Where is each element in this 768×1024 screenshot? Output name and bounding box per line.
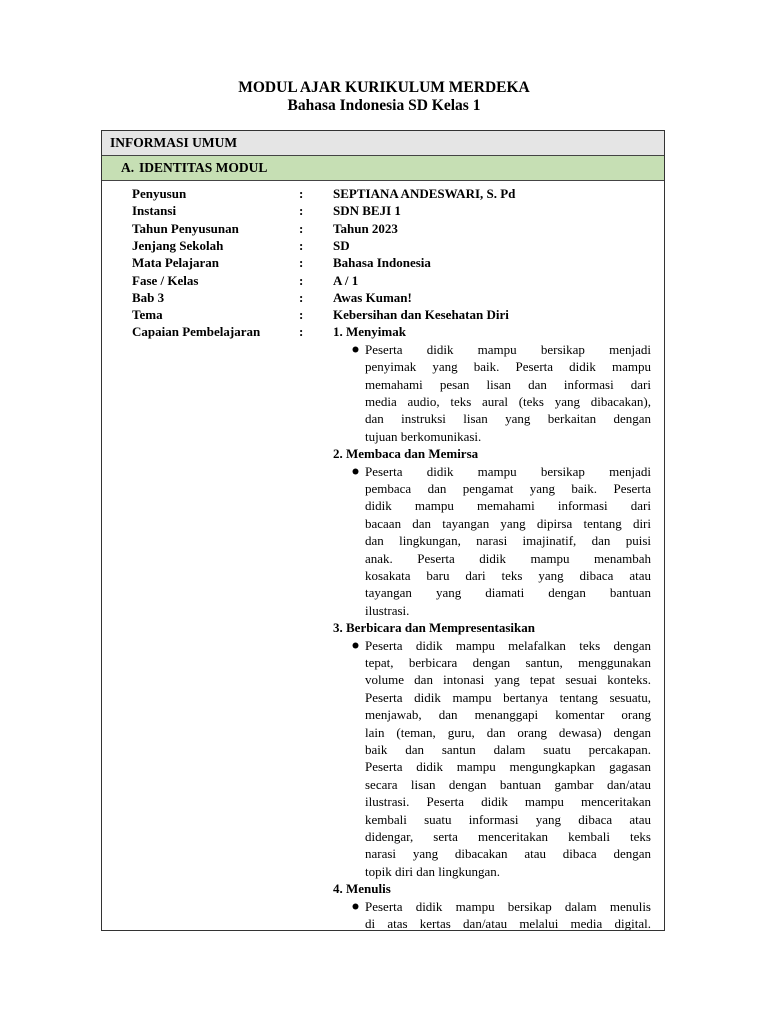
paragraph-line: volume dan intonasi yang tepat sesuai konteks. (365, 672, 651, 688)
document-title-block (0, 79, 768, 115)
identity-value: SEPTIANA ANDESWARI, S. Pd (333, 186, 516, 201)
identity-value: Kebersihan dan Kesehatan Diri (333, 307, 509, 323)
capaian-section-title: 1. Menyimak (333, 324, 406, 340)
identity-value: Bahasa Indonesia (333, 255, 431, 271)
document-subtitle: Bahasa Indonesia SD Kelas 1 (287, 97, 481, 114)
capaian-paragraph (365, 341, 651, 445)
module-identity-title: IDENTITAS MODUL (139, 160, 268, 175)
paragraph-line: Peserta didik mampu bersikap menjadi (365, 341, 651, 357)
paragraph-line: baik dan santun dalam suatu percakapan. (365, 742, 651, 758)
identity-value: A / 1 (333, 272, 359, 288)
paragraph-line: Peserta didik mampu melafalkan teks dengan (365, 637, 651, 653)
identity-label: Capaian Pembelajaran (132, 324, 261, 340)
identity-value: Awas Kuman! (333, 289, 412, 305)
identity-label: Mata Pelajaran (132, 255, 220, 271)
general-info-header: INFORMASI UMUM (102, 131, 664, 156)
paragraph-line: Peserta didik mampu mengungkapkan gagasan (365, 759, 651, 775)
identity-label: Jenjang Sekolah (132, 237, 224, 253)
paragraph-line: didik mampu memahami informasi dari (365, 498, 651, 514)
identity-colon: : (299, 186, 304, 201)
paragraph-line: penyimak yang baik. Peserta didik mampu (365, 359, 651, 375)
identity-colon: : (299, 307, 304, 323)
identity-value: Tahun 2023 (333, 220, 398, 236)
identity-label: Bab 3 (132, 289, 165, 305)
identity-label: Tahun Penyusunan (132, 220, 239, 236)
identity-colon: : (299, 289, 304, 305)
capaian-paragraph (365, 463, 651, 620)
paragraph-line: tujuan berkomunikasi. (365, 428, 482, 444)
module-identity-header (102, 156, 664, 181)
capaian-paragraph (365, 898, 651, 931)
module-identity-letter: A. (121, 160, 135, 175)
identity-label: Penyusun (132, 186, 187, 201)
identity-label: Tema (132, 307, 163, 323)
identity-colon: : (299, 203, 304, 219)
identity-value: SD (333, 237, 350, 253)
identity-label: Fase / Kelas (132, 272, 199, 288)
capaian-section-title: 3. Berbicara dan Mempresentasikan (333, 620, 535, 636)
identity-value: SDN BEJI 1 (333, 203, 401, 219)
paragraph-line: didengar, serta menceritakan kembali teks (365, 829, 651, 845)
paragraph-line: memahami pesan lisan dan informasi dari (365, 376, 651, 392)
paragraph-line: di atas kertas dan/atau melalui media digital. (365, 916, 651, 931)
paragraph-line: topik diri dan lingkungan. (365, 863, 501, 879)
bullet-icon (352, 642, 360, 650)
paragraph-line: dan instruksi lisan yang berkaitan dengan (365, 411, 651, 427)
paragraph-line: menjawab, dan menanggapi komentar orang (365, 707, 651, 723)
identity-colon: : (299, 255, 304, 271)
paragraph-line: Peserta didik mampu bertanya tentang sesuatu, (365, 689, 651, 705)
paragraph-line: ilustrasi. (365, 602, 410, 618)
paragraph-line: media audio, teks aural (teks yang dibacakan), (365, 394, 651, 410)
paragraph-line: ilustrasi. Peserta didik mampu menceritakan (365, 794, 651, 810)
capaian-section-title: 2. Membaca dan Memirsa (333, 446, 479, 462)
capaian-paragraph (365, 637, 651, 881)
paragraph-line: anak. Peserta didik mampu menambah (365, 550, 651, 566)
identity-colon: : (299, 237, 304, 253)
document-title: MODUL AJAR KURIKULUM MERDEKA (238, 79, 530, 96)
identity-colon: : (299, 324, 304, 340)
paragraph-line: narasi yang dibacakan atau dibaca dengan (365, 846, 651, 862)
paragraph-line: Peserta didik mampu bersikap dalam menulis (365, 898, 651, 914)
identity-colon: : (299, 220, 304, 236)
paragraph-line: tayangan yang diamati dengan bantuan (365, 585, 651, 601)
capaian-section-title: 4. Menulis (333, 881, 391, 897)
paragraph-line: kembali suatu informasi yang dibaca atau (365, 811, 651, 827)
paragraph-line: bacaan dan tayangan yang dipirsa tentang diri (365, 515, 651, 531)
paragraph-line: pembaca dan pengamat yang baik. Peserta (365, 481, 651, 496)
paragraph-line: Peserta didik mampu bersikap menjadi (365, 463, 651, 479)
identity-colon: : (299, 272, 304, 288)
paragraph-line: secara lisan dengan bantuan gambar dan/atau (365, 776, 651, 792)
bullet-icon (352, 903, 360, 911)
module-table (101, 130, 665, 931)
bullet-icon (352, 468, 360, 476)
identity-label: Instansi (132, 203, 177, 219)
paragraph-line: lain (teman, guru, dan orang dewasa) dengan (365, 724, 651, 740)
bullet-icon (352, 346, 360, 354)
paragraph-line: kosakata baru dari teks yang dibaca atau (365, 568, 651, 584)
paragraph-line: dan lingkungan, narasi imajinatif, dan puisi (365, 533, 651, 549)
paragraph-line: tepat, berbicara dengan santun, menggunakan (365, 655, 651, 670)
